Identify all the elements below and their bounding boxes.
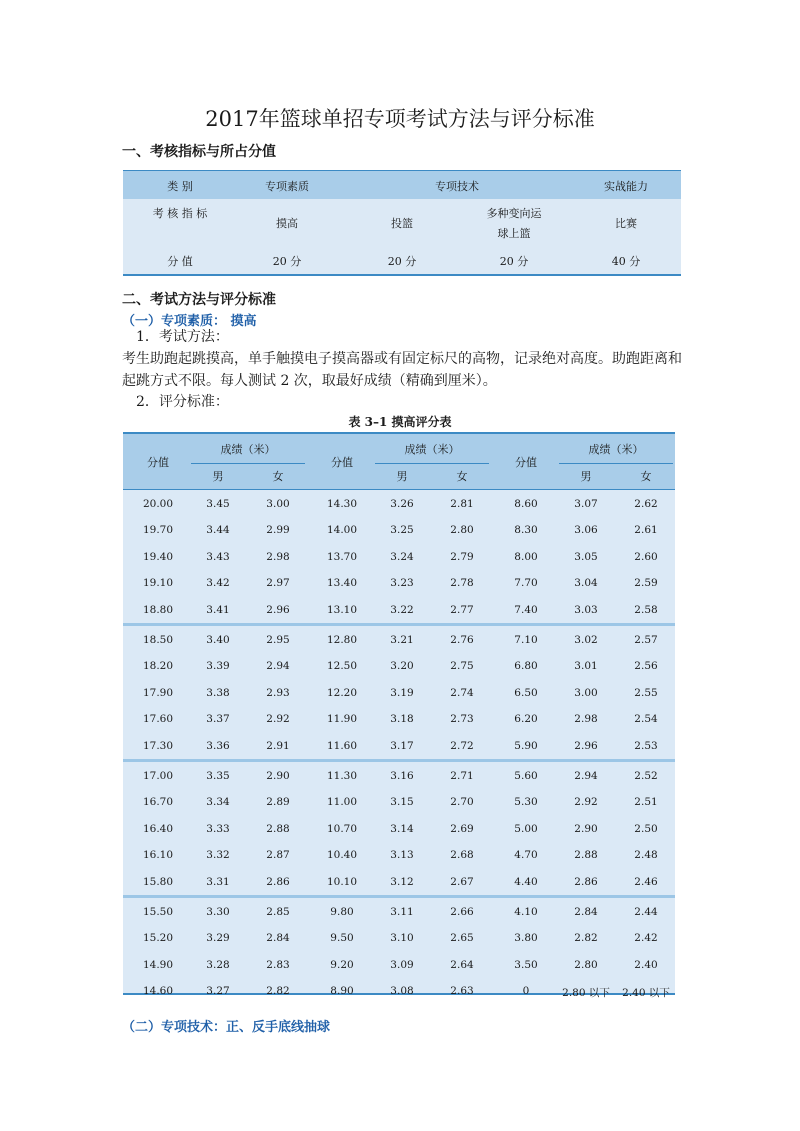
summary-item-1: 摸高 <box>276 217 298 230</box>
table-cell: 3.16 <box>390 770 414 782</box>
table-cell: 3.50 <box>514 958 538 971</box>
table-cell: 7.70 <box>514 577 538 590</box>
table-cell: 2.44 <box>634 906 658 918</box>
table-cell: 3.13 <box>390 849 414 862</box>
table-cell: 3.09 <box>390 958 414 971</box>
table-cell: 9.20 <box>330 958 354 971</box>
table-cell: 14.30 <box>326 498 358 510</box>
table-cell: 3.38 <box>206 686 230 699</box>
table-row <box>123 492 675 518</box>
table-row <box>123 518 675 544</box>
table-cell: 2.77 <box>450 603 474 616</box>
summary-item-2: 投篮 <box>391 217 413 230</box>
table-cell: 2.48 <box>634 849 658 862</box>
table-row <box>123 681 675 707</box>
table-cell: 17.30 <box>142 739 174 752</box>
table-cell: 2.69 <box>450 822 474 835</box>
table-row <box>123 843 675 869</box>
table-cell: 2.85 <box>266 906 290 918</box>
table-cell: 12.80 <box>326 634 358 646</box>
table-cell: 2.64 <box>450 958 474 971</box>
row-group-separator <box>123 759 675 762</box>
table-row <box>123 790 675 816</box>
table-cell: 2.80 <box>450 524 474 537</box>
table-cell: 3.19 <box>390 686 414 699</box>
table-cell: 3.35 <box>206 770 230 782</box>
section-heading-2: 二、考试方法与评分标准 <box>122 292 276 308</box>
table-cell: 2.94 <box>574 770 598 782</box>
table-cell: 3.08 <box>390 985 414 998</box>
table-cell: 2.74 <box>450 686 474 699</box>
table-cell: 8.00 <box>514 550 538 563</box>
table-cell: 3.12 <box>390 875 414 888</box>
table-cell: 3.17 <box>390 739 414 752</box>
table-cell: 2.53 <box>634 739 658 752</box>
header-female-1: 女 <box>272 470 284 483</box>
table-cell: 2.96 <box>266 603 290 616</box>
table-cell: 11.00 <box>326 796 358 809</box>
table-cell: 3.32 <box>206 849 230 862</box>
table-cell: 2.72 <box>450 739 474 752</box>
score-table-header <box>123 434 675 490</box>
table-row <box>123 900 675 926</box>
table-cell: 2.86 <box>574 875 598 888</box>
table-row <box>123 654 675 680</box>
header-score-1: 分值 <box>147 456 169 469</box>
table-cell: 2.63 <box>450 985 474 998</box>
table-cell: 3.37 <box>206 713 230 726</box>
table-cell: 2.98 <box>574 713 598 726</box>
header-result-1: 成绩（米） <box>220 443 276 456</box>
table-cell: 2.88 <box>574 849 598 862</box>
table-cell: 2.89 <box>266 796 290 809</box>
table-cell: 2.97 <box>266 577 290 590</box>
table-cell: 3.21 <box>390 634 414 646</box>
table-cell: 14.90 <box>142 958 174 971</box>
summary-table-header <box>123 171 681 199</box>
header-male-1: 男 <box>212 470 224 483</box>
table-cell: 2.56 <box>634 660 658 673</box>
table-cell: 0 <box>522 985 530 998</box>
summary-row-label: 考 核 指 标 <box>152 207 208 220</box>
row-group-separator <box>123 895 675 898</box>
table-cell: 3.04 <box>574 577 598 590</box>
table-cell: 2.42 <box>634 932 658 945</box>
table-cell: 19.10 <box>142 577 174 590</box>
table-cell: 7.40 <box>514 603 538 616</box>
table-cell: 18.20 <box>142 660 174 673</box>
table-cell: 2.78 <box>450 577 474 590</box>
page-title: 2017年篮球单招专项考试方法与评分标准 <box>205 107 595 131</box>
section-heading-1: 一、考核指标与所占分值 <box>122 144 276 160</box>
header-male-3: 男 <box>580 470 592 483</box>
header-result-3: 成绩（米） <box>588 443 644 456</box>
table-cell: 3.45 <box>206 498 230 510</box>
table-cell: 2.99 <box>266 524 290 537</box>
table-cell: 2.59 <box>634 577 658 590</box>
table-cell: 3.18 <box>390 713 414 726</box>
summary-table <box>123 170 681 276</box>
table-cell: 2.82 <box>266 985 290 998</box>
table-cell: 3.33 <box>206 822 230 835</box>
table-cell: 2.84 <box>266 932 290 945</box>
table-row <box>123 764 675 790</box>
table-cell: 15.20 <box>142 932 174 945</box>
table-cell: 2.86 <box>266 875 290 888</box>
summary-score-3: 20 分 <box>499 255 529 268</box>
table-cell: 3.00 <box>266 498 290 510</box>
table-cell: 7.10 <box>514 634 538 646</box>
score-table <box>123 432 675 1000</box>
table-row <box>123 817 675 843</box>
table-cell: 2.84 <box>574 906 598 918</box>
summary-score-4: 40 分 <box>611 255 641 268</box>
table-cell: 8.30 <box>514 524 538 537</box>
table-cell: 3.23 <box>390 577 414 590</box>
table-cell: 6.50 <box>514 686 538 699</box>
table-cell: 2.65 <box>450 932 474 945</box>
table-cell: 2.98 <box>266 550 290 563</box>
method-heading: 1．考试方法： <box>136 329 229 345</box>
table-cell: 3.07 <box>574 498 598 510</box>
table-cell: 2.95 <box>266 634 290 646</box>
table-row <box>123 979 675 1005</box>
header-divider <box>375 463 489 464</box>
table-cell: 2.68 <box>450 849 474 862</box>
table-cell: 3.34 <box>206 796 230 809</box>
table-cell: 2.80 <box>574 958 598 971</box>
table-cell: 3.06 <box>574 524 598 537</box>
table-row <box>123 598 675 624</box>
table-cell: 3.44 <box>206 524 230 537</box>
table-row <box>123 953 675 979</box>
table-cell: 2.93 <box>266 686 290 699</box>
table-cell: 3.27 <box>206 985 230 998</box>
table-cell: 12.50 <box>326 660 358 673</box>
header-result-2: 成绩（米） <box>404 443 460 456</box>
table-cell: 6.20 <box>514 713 538 726</box>
table-cell: 14.60 <box>142 985 174 998</box>
table-cell: 16.10 <box>142 849 174 862</box>
summary-score-2: 20 分 <box>387 255 417 268</box>
standard-heading: 2．评分标准： <box>136 394 229 410</box>
table-cell: 3.15 <box>390 796 414 809</box>
row-group-separator <box>123 623 675 626</box>
table-cell: 2.96 <box>574 739 598 752</box>
table-cell: 8.90 <box>330 985 354 998</box>
table-cell: 5.90 <box>514 739 538 752</box>
table-cell: 2.60 <box>634 550 658 563</box>
table-cell: 3.42 <box>206 577 230 590</box>
table-cell: 17.90 <box>142 686 174 699</box>
table-cell: 4.10 <box>514 906 538 918</box>
table-cell: 2.80 以下 <box>562 987 610 1000</box>
table-cell: 4.40 <box>514 875 538 888</box>
table-cell: 3.39 <box>206 660 230 673</box>
table-cell: 2.61 <box>634 524 658 537</box>
table-cell: 2.66 <box>450 906 474 918</box>
table-row <box>123 545 675 571</box>
table-cell: 2.71 <box>450 770 474 782</box>
subsection-technique: （二）专项技术：正、反手底线抽球 <box>122 1020 331 1035</box>
table-cell: 2.87 <box>266 849 290 862</box>
table-cell: 2.91 <box>266 739 290 752</box>
table-cell: 2.81 <box>450 498 474 510</box>
summary-score-1: 20 分 <box>272 255 302 268</box>
table-cell: 4.70 <box>514 849 538 862</box>
table-cell: 3.36 <box>206 739 230 752</box>
table-cell: 8.60 <box>514 498 538 510</box>
table-cell: 2.52 <box>634 770 658 782</box>
summary-header-technique: 专项技术 <box>435 180 479 193</box>
table-cell: 6.80 <box>514 660 538 673</box>
summary-item-4: 比赛 <box>615 217 637 230</box>
table-cell: 2.67 <box>450 875 474 888</box>
table-cell: 3.20 <box>390 660 414 673</box>
table-cell: 13.40 <box>326 577 358 590</box>
table-cell: 2.46 <box>634 875 658 888</box>
header-divider <box>559 463 673 464</box>
table-cell: 2.62 <box>634 498 658 510</box>
header-male-2: 男 <box>396 470 408 483</box>
table-cell: 3.05 <box>574 550 598 563</box>
table-cell: 10.70 <box>326 822 358 835</box>
table-cell: 11.60 <box>326 739 358 752</box>
table-cell: 5.60 <box>514 770 538 782</box>
table-cell: 3.30 <box>206 906 230 918</box>
table-cell: 13.10 <box>326 603 358 616</box>
table-cell: 3.25 <box>390 524 414 537</box>
header-female-3: 女 <box>640 470 652 483</box>
table-cell: 2.76 <box>450 634 474 646</box>
table-cell: 15.80 <box>142 875 174 888</box>
table-cell: 16.70 <box>142 796 174 809</box>
table-cell: 3.24 <box>390 550 414 563</box>
table-cell: 3.11 <box>390 906 414 918</box>
table-cell: 2.90 <box>574 822 598 835</box>
table-cell: 2.50 <box>634 822 658 835</box>
table-cell: 3.28 <box>206 958 230 971</box>
table-row <box>123 870 675 896</box>
table-cell: 3.01 <box>574 660 598 673</box>
header-divider <box>191 463 305 464</box>
table-cell: 2.94 <box>266 660 290 673</box>
table-cell: 19.70 <box>142 524 174 537</box>
table-cell: 13.70 <box>326 550 358 563</box>
table-cell: 3.22 <box>390 603 414 616</box>
header-score-2: 分值 <box>331 456 353 469</box>
table-cell: 9.50 <box>330 932 354 945</box>
method-text: 考生助跑起跳摸高，单手触摸电子摸高器或有固定标尺的高物，记录绝对高度。助跑距离和起跳方式不限。每人测试 2 次，取最好成绩（精确到厘米）。 <box>122 351 682 389</box>
summary-header-combat: 实战能力 <box>604 180 648 193</box>
table-cell: 2.88 <box>266 822 290 835</box>
table-cell: 19.40 <box>142 550 174 563</box>
summary-score-label: 分 值 <box>167 255 193 268</box>
table-cell: 3.43 <box>206 550 230 563</box>
table-cell: 9.80 <box>330 906 354 918</box>
table-cell: 5.00 <box>514 822 538 835</box>
table-cell: 3.80 <box>514 932 538 945</box>
table-cell: 2.73 <box>450 713 474 726</box>
table-cell: 2.79 <box>450 550 474 563</box>
table-cell: 2.82 <box>574 932 598 945</box>
table-cell: 3.40 <box>206 634 230 646</box>
table-cell: 11.30 <box>326 770 358 782</box>
table-row <box>123 734 675 760</box>
table-row <box>123 628 675 654</box>
table-cell: 3.03 <box>574 603 598 616</box>
table-row <box>123 707 675 733</box>
table-cell: 3.41 <box>206 603 230 616</box>
table-cell: 2.58 <box>634 603 658 616</box>
summary-item-3: 多种变向运球上篮 <box>486 207 542 240</box>
table-cell: 15.50 <box>142 906 174 918</box>
table-cell: 2.54 <box>634 713 658 726</box>
table-cell: 10.40 <box>326 849 358 862</box>
table-cell: 18.50 <box>142 634 174 646</box>
table-cell: 17.00 <box>142 770 174 782</box>
table-cell: 11.90 <box>326 713 358 726</box>
table-cell: 2.83 <box>266 958 290 971</box>
table-row <box>123 571 675 597</box>
summary-header-quality: 专项素质 <box>265 180 309 193</box>
table-cell: 3.14 <box>390 822 414 835</box>
table-cell: 10.10 <box>326 875 358 888</box>
table-cell: 18.80 <box>142 603 174 616</box>
table-cell: 2.51 <box>634 796 658 809</box>
table-cell: 2.75 <box>450 660 474 673</box>
table-cell: 5.30 <box>514 796 538 809</box>
subsection-quality: （一）专项素质： 摸高 <box>122 314 257 329</box>
table-title: 表 3–1 摸高评分表 <box>348 415 452 429</box>
table-cell: 3.02 <box>574 634 598 646</box>
table-cell: 3.10 <box>390 932 414 945</box>
table-cell: 2.40 以下 <box>622 987 670 1000</box>
table-cell: 2.90 <box>266 770 290 782</box>
table-row <box>123 926 675 952</box>
table-cell: 2.55 <box>634 686 658 699</box>
table-cell: 2.70 <box>450 796 474 809</box>
table-cell: 20.00 <box>142 498 174 510</box>
summary-header-category: 类 别 <box>167 180 193 193</box>
table-cell: 2.92 <box>266 713 290 726</box>
table-cell: 3.00 <box>574 686 598 699</box>
table-cell: 17.60 <box>142 713 174 726</box>
table-cell: 3.29 <box>206 932 230 945</box>
table-cell: 16.40 <box>142 822 174 835</box>
header-score-3: 分值 <box>515 456 537 469</box>
table-cell: 14.00 <box>326 524 358 537</box>
table-cell: 3.31 <box>206 875 230 888</box>
table-cell: 3.26 <box>390 498 414 510</box>
table-cell: 2.92 <box>574 796 598 809</box>
header-female-2: 女 <box>456 470 468 483</box>
table-cell: 12.20 <box>326 686 358 699</box>
table-cell: 2.57 <box>634 634 658 646</box>
table-cell: 2.40 <box>634 958 658 971</box>
